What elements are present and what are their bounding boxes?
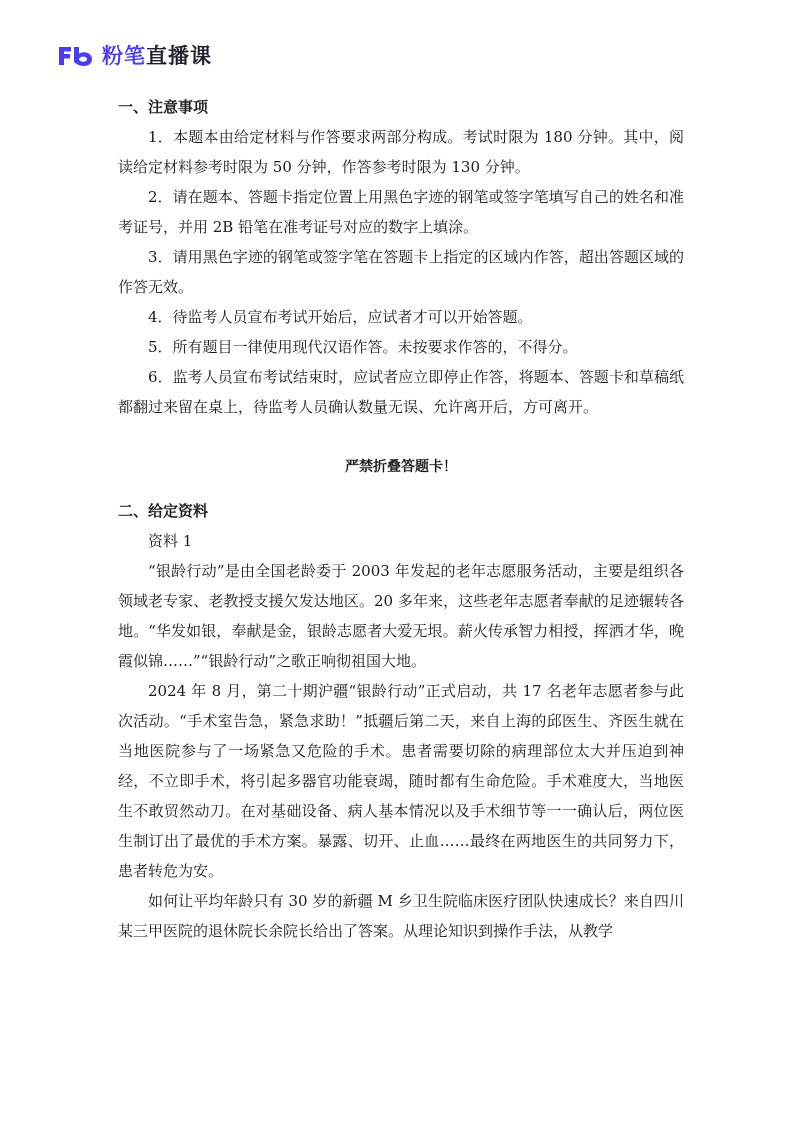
material-paragraph-3: 如何让平均年龄只有 30 岁的新疆 M 乡卫生院临床医疗团队快速成长？来自四川某三甲医院的退休院长余院长给出了答案。从理论知识到操作手法，从教学 xyxy=(118,892,684,940)
section-title-materials: 二、给定资料 xyxy=(118,502,209,520)
note-item-4: 4．待监考人员宣布考试开始后，应试者才可以开始答题。 xyxy=(148,308,533,326)
note-item-2: 2．请在题本、答题卡指定位置上用黑色字迹的钢笔或签字笔填写自己的姓名和准考证号，并用 2B 铅笔在准考证号对应的数字上填涂。 xyxy=(118,188,684,236)
section-title-notes: 一、注意事项 xyxy=(118,98,209,116)
note-item-1: 1．本题本由给定材料与作答要求两部分构成。考试时限为 180 分钟。其中，阅读给定材料参考时限为 50 分钟，作答参考时限为 130 分钟。 xyxy=(118,128,684,176)
material-label: 资料 1 xyxy=(148,532,193,550)
brand-name-accent: 粉笔 xyxy=(102,44,146,68)
brand-name-rest: 直播课 xyxy=(146,44,212,68)
note-item-6: 6．监考人员宣布考试结束时，应试者应立即停止作答，将题本、答题卡和草稿纸都翻过来留在桌上，待监考人员确认数量无误、允许离开后，方可离开。 xyxy=(118,368,684,416)
fold-warning: 严禁折叠答题卡！ xyxy=(345,459,457,475)
material-paragraph-2: 2024 年 8 月，第二十期沪疆“银龄行动”正式启动，共 17 名老年志愿者参与此次活动。“手术室告急，紧急求助！”抵疆后第二天，来自上海的邱医生、齐医生就在当地医院参与了一场紧急又危险的手术。患者需要切除的病理部位太大并压迫到神经，不立即手术，将引起多器官功能衰竭，随时都有生命危险。手术难度大，当地医生不敢贸然动刀。在对基础设备、病人基本情况以及手术细节等一一确认后，两位医生制订出了最优的手术方案。暴露、切开、止血……最终在两地医生的共同努力下，患者转危为安。 xyxy=(118,682,684,880)
material-paragraph-1: “银龄行动”是由全国老龄委于 2003 年发起的老年志愿服务活动，主要是组织各领域老专家、老教授支援欠发达地区。20 多年来，这些老年志愿者奉献的足迹辗转各地。“华发如银，奉献是金，银龄志愿者大爱无垠。薪火传承智力相授，挥洒才华，晚霞似锦……”“银龄行动”之歌正响彻祖国大地。 xyxy=(118,562,684,670)
document-body xyxy=(118,92,684,946)
brand-logo xyxy=(56,42,212,70)
note-item-3: 3．请用黑色字迹的钢笔或签字笔在答题卡上指定的区域内作答，超出答题区域的作答无效。 xyxy=(118,248,684,296)
brand-name xyxy=(102,42,212,70)
fb-logo-icon xyxy=(56,45,94,67)
note-item-5: 5．所有题目一律使用现代汉语作答。未按要求作答的，不得分。 xyxy=(148,338,578,356)
